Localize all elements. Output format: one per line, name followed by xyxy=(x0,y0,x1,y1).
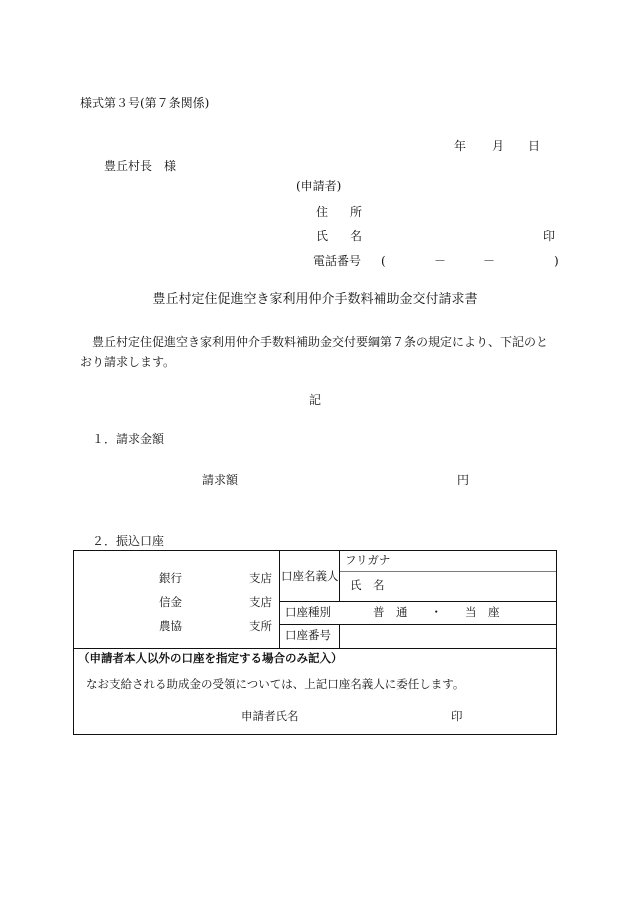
applicant-seal-mark: 印 xyxy=(543,229,556,243)
proxy-statement: なお支給される助成金の受領については、上記口座名義人に委任します。 xyxy=(86,677,465,691)
holder-name-char1: 氏 xyxy=(350,578,362,592)
institution-bank: 銀行 xyxy=(159,571,182,585)
body-paragraph: 豊丘村定住促進空き家利用仲介手数料補助金交付要綱第７条の規定により、下記のとおり請求します。 xyxy=(80,335,549,369)
bank-account-table xyxy=(73,550,557,735)
proxy-note-heading: （申請者本人以外の口座を指定する場合のみ記入） xyxy=(78,651,343,665)
applicant-name-label: 申請者氏名 xyxy=(241,709,299,723)
date-month-label: 月 xyxy=(492,139,505,153)
section2-heading: ２．振込口座 xyxy=(92,534,165,548)
phone-dash-1: － xyxy=(434,254,447,268)
institution-noukyou: 農協 xyxy=(159,619,182,633)
branch-shinkin: 支店 xyxy=(249,595,272,609)
section1-heading: １．請求金額 xyxy=(92,432,165,446)
phone-label: 電話番号 xyxy=(313,254,362,268)
furigana-label: フリガナ xyxy=(345,553,391,567)
branch-noukyou: 支所 xyxy=(249,619,272,633)
phone-open-paren: ( xyxy=(381,254,386,268)
form-number: 様式第３号(第７条関係) xyxy=(80,96,210,110)
account-type-label: 口座種別 xyxy=(285,605,331,619)
document-title: 豊丘村定住促進空き家利用仲介手数料補助金交付請求書 xyxy=(152,292,478,307)
date-day-label: 日 xyxy=(528,139,541,153)
phone-close-paren: ) xyxy=(554,254,559,268)
name-label-char1: 氏 xyxy=(316,229,329,243)
name-label-char2: 名 xyxy=(350,229,363,243)
phone-dash-2: － xyxy=(483,254,496,268)
account-number-label: 口座番号 xyxy=(285,628,331,642)
claim-amount-label: 請求額 xyxy=(202,473,239,487)
institution-shinkin: 信金 xyxy=(159,595,182,609)
ki-marker: 記 xyxy=(308,393,321,407)
proxy-seal-mark: 印 xyxy=(451,709,463,723)
account-holder-label: 口座名義人 xyxy=(281,569,339,583)
address-label-char1: 住 xyxy=(316,205,329,219)
account-type-options: 普 通 ・ 当 座 xyxy=(373,605,500,619)
addressee: 豊丘村長 様 xyxy=(104,159,177,173)
date-year-label: 年 xyxy=(454,139,467,153)
applicant-header: (申請者) xyxy=(296,179,342,193)
holder-name-char2: 名 xyxy=(373,578,385,592)
branch-bank: 支店 xyxy=(249,571,272,585)
yen-unit: 円 xyxy=(457,473,470,487)
address-label-char2: 所 xyxy=(350,205,363,219)
